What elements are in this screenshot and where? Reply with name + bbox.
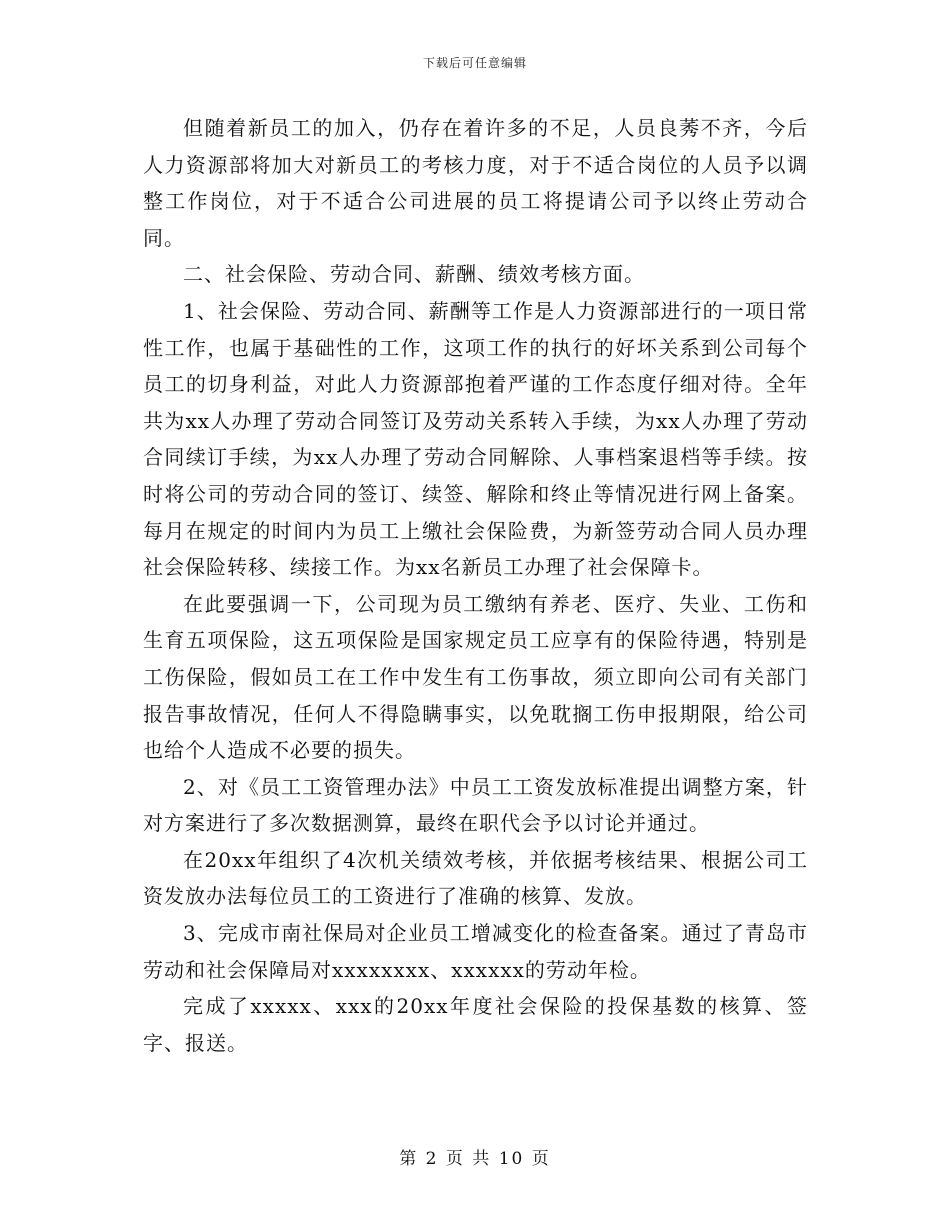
document-body xyxy=(143,110,808,1061)
paragraph-5: 2、对《员工工资管理办法》中员工工资发放标准提出调整方案，针对方案进行了多次数据测算，最终在职代会予以讨论并通过。 xyxy=(143,774,808,836)
paragraph-8: 完成了xxxxx、xxx的20xx年度社会保险的投保基数的核算、签字、报送。 xyxy=(143,994,808,1055)
page-number-footer: 第 2 页 共 10 页 xyxy=(399,1149,551,1169)
paragraph-2: 二、社会保险、劳动合同、薪酬、绩效考核方面。 xyxy=(183,262,645,287)
paragraph-3: 1、社会保险、劳动合同、薪酬等工作是人力资源部进行的一项日常性工作，也属于基础性的工作，这项工作的执行的好坏关系到公司每个员工的切身利益，对此人力资源部抱着严谨的工作态度仔细对待。全年共为xx人办理了劳动合同签订及劳动关系转入手续，为xx人办理了劳动合同续订手续，为xx人办理了劳动合同解除、人事档案退档等手续。按时将公司的劳动合同的签订、续签、解除和终止等情况进行网上备案。每月在规定的时间内为员工上缴社会保险费，为新签劳动合同人员办理社会保险转移、续接工作。为xx名新员工办理了社会保障卡。 xyxy=(143,298,808,580)
page-header: 下载后可任意编辑 xyxy=(422,56,527,70)
paragraph-6: 在20xx年组织了4次机关绩效考核，并依据考核结果、根据公司工资发放办法每位员工的工资进行了准确的核算、发放。 xyxy=(143,847,808,909)
paragraph-4: 在此要强调一下，公司现为员工缴纳有养老、医疗、失业、工伤和生育五项保险，这五项保险是国家规定员工应享有的保险待遇，特别是工伤保险，假如员工在工作中发生有工伤事故，须立即向公司有关部门报告事故情况，任何人不得隐瞒事实，以免耽搁工伤申报期限，给公司也给个人造成不必要的损失。 xyxy=(143,591,808,763)
paragraph-7: 3、完成市南社保局对企业员工增减变化的检查备案。通过了青岛市劳动和社会保障局对xxxxxxxx、xxxxxx的劳动年检。 xyxy=(143,921,808,982)
paragraph-1: 但随着新员工的加入，仍存在着许多的不足，人员良莠不齐，今后人力资源部将加大对新员工的考核力度，对于不适合岗位的人员予以调整工作岗位，对于不适合公司进展的员工将提请公司予以终止劳动合同。 xyxy=(143,116,808,250)
